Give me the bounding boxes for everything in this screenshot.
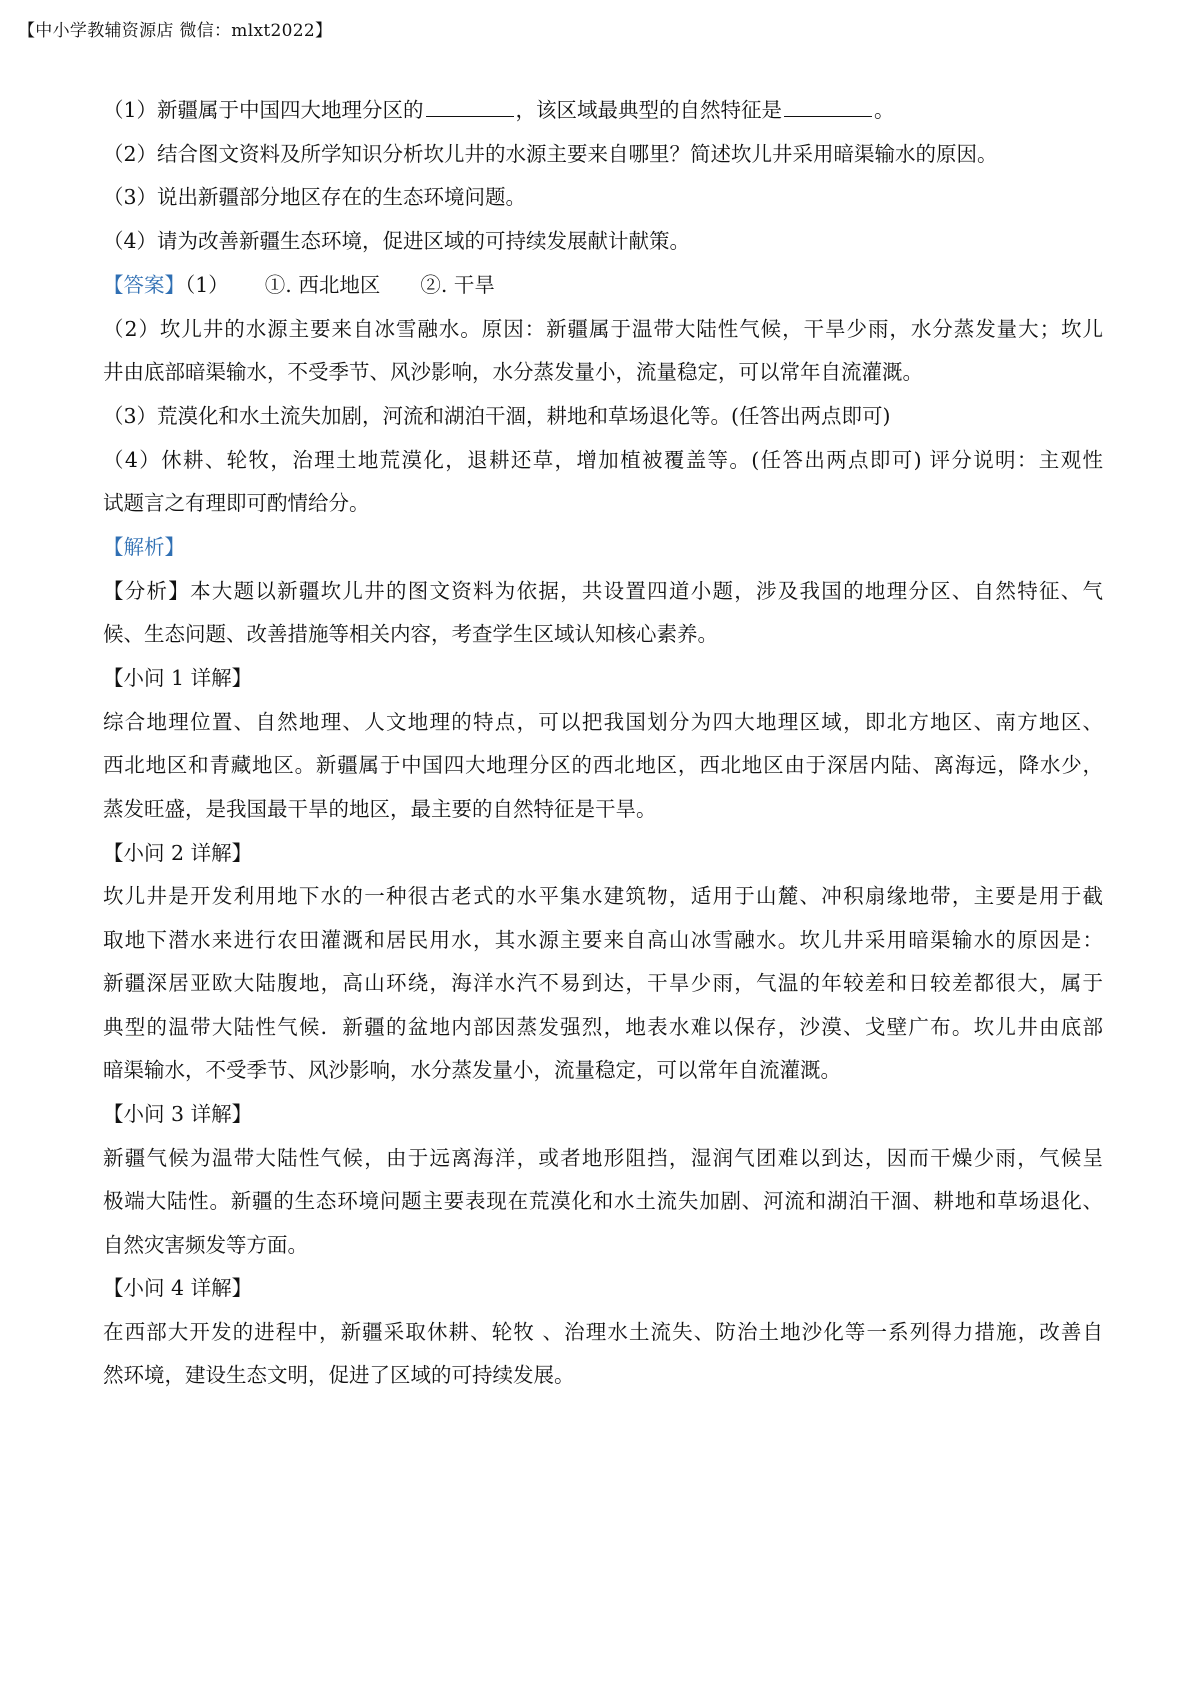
sub-question-4-heading: 【小问 4 详解】 <box>103 1276 253 1300</box>
sub-question-2-line-2: 取地下潜水来进行农田灌溉和居民用水，其水源主要来自高山冰雪融水。坎儿井采用暗渠输水的原因是： <box>103 928 1103 952</box>
question-2: （2）结合图文资料及所学知识分析坎儿井的水源主要来自哪里？简述坎儿井采用暗渠输水的原因。 <box>103 142 998 166</box>
answer-3: （3）荒漠化和水土流失加剧，河流和湖泊干涸，耕地和草场退化等。(任答出两点即可) <box>103 404 891 428</box>
question-1-text-a: （1）新疆属于中国四大地理分区的 <box>103 98 424 122</box>
answer-4-line-2: 试题言之有理即可酌情给分。 <box>103 491 370 515</box>
analysis-label: 【解析】 <box>103 535 185 559</box>
sub-question-3-line-2: 极端大陆性。新疆的生态环境问题主要表现在荒漠化和水土流失加剧、河流和湖泊干涸、耕地和草场退化、 <box>103 1189 1103 1213</box>
question-1-text-b: ，该区域最典型的自然特征是 <box>515 98 783 122</box>
sub-question-2-line-3: 新疆深居亚欧大陆腹地，高山环绕，海洋水汽不易到达，干旱少雨，气温的年较差和日较差都很大，属于 <box>103 971 1103 995</box>
sub-question-4-line-2: 然环境，建设生态文明，促进了区域的可持续发展。 <box>103 1363 575 1387</box>
analysis-summary-line-1: 【分析】本大题以新疆坎儿井的图文资料为依据，共设置四道小题，涉及我国的地理分区、自然特征、气 <box>103 579 1103 603</box>
answer-1-num: （1） <box>185 273 229 297</box>
question-1-text-c: 。 <box>874 98 895 122</box>
sub-question-2-line-4: 典型的温带大陆性气候．新疆的盆地内部因蒸发强烈，地表水难以保存，沙漠、戈壁广布。坎儿井由底部 <box>103 1015 1103 1039</box>
watermark-header: 【中小学教辅资源店 微信：mlxt2022】 <box>18 21 333 41</box>
sub-question-1-line-2: 西北地区和青藏地区。新疆属于中国四大地理分区的西北地区，西北地区由于深居内陆、离海远，降水少， <box>103 753 1103 777</box>
sub-question-3-line-3: 自然灾害频发等方面。 <box>103 1233 308 1257</box>
sub-question-4-line-1: 在西部大开发的进程中，新疆采取休耕、轮牧 、治理水土流失、防治土地沙化等一系列得力措施，改善自 <box>103 1320 1103 1344</box>
sub-question-1-line-1: 综合地理位置、自然地理、人文地理的特点，可以把我国划分为四大地理区域，即北方地区、南方地区、 <box>103 710 1103 734</box>
sub-question-1-line-3: 蒸发旺盛，是我国最干旱的地区，最主要的自然特征是干旱。 <box>103 797 657 821</box>
sub-question-3-heading: 【小问 3 详解】 <box>103 1102 253 1126</box>
sub-question-2-line-5: 暗渠输水，不受季节、风沙影响，水分蒸发量小，流量稳定，可以常年自流灌溉。 <box>103 1058 841 1082</box>
sub-question-1-heading: 【小问 1 详解】 <box>103 666 253 690</box>
answer-2-line-1: （2）坎儿井的水源主要来自冰雪融水。原因：新疆属于温带大陆性气候，干旱少雨，水分蒸发量大；坎儿 <box>103 317 1103 341</box>
answer-1-option-2: ②. 干旱 <box>420 273 495 297</box>
answer-blank-2 <box>784 98 872 117</box>
answer-blank-1 <box>426 98 514 117</box>
answer-1-option-1: ①. 西北地区 <box>264 273 381 297</box>
question-3: （3）说出新疆部分地区存在的生态环境问题。 <box>103 185 527 209</box>
sub-question-2-line-1: 坎儿井是开发利用地下水的一种很古老式的水平集水建筑物，适用于山麓、冲积扇缘地带，主要是用于截 <box>103 884 1103 908</box>
sub-question-3-line-1: 新疆气候为温带大陆性气候，由于远离海洋，或者地形阻挡，湿润气团难以到达，因而干燥少雨，气候呈 <box>103 1146 1103 1170</box>
sub-question-2-heading: 【小问 2 详解】 <box>103 841 253 865</box>
answer-2-line-2: 井由底部暗渠输水，不受季节、风沙影响，水分蒸发量小，流量稳定，可以常年自流灌溉。 <box>103 360 923 384</box>
answer-line-1 <box>103 271 495 299</box>
analysis-summary-line-2: 候、生态问题、改善措施等相关内容，考查学生区域认知核心素养。 <box>103 622 718 646</box>
question-4: （4）请为改善新疆生态环境，促进区域的可持续发展献计献策。 <box>103 229 691 253</box>
answer-4-line-1: （4）休耕、轮牧，治理土地荒漠化，退耕还草，增加植被覆盖等。(任答出两点即可) 评分说明：主观性 <box>103 448 1103 472</box>
question-1 <box>103 96 895 124</box>
answer-label: 【答案】 <box>103 273 185 297</box>
